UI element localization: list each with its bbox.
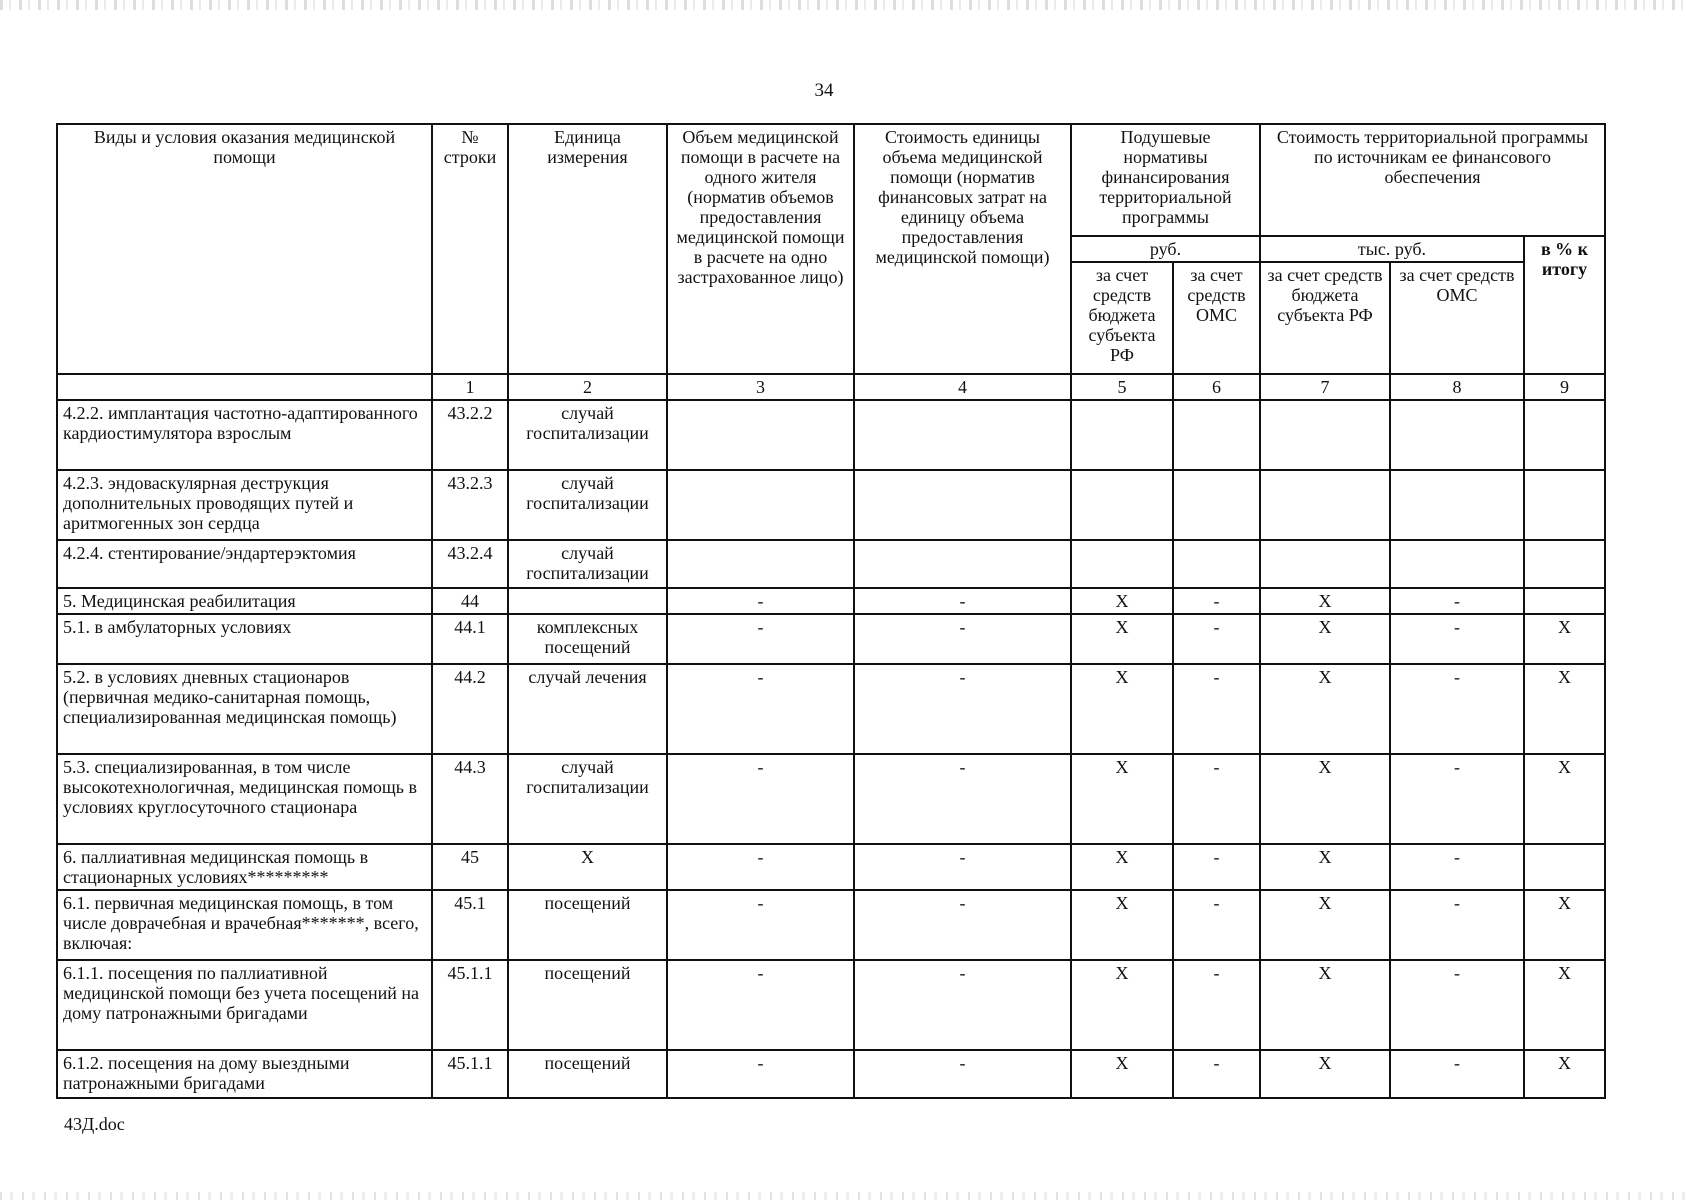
- table-cell: -: [1390, 960, 1524, 1050]
- header-thous-rub: тыс. руб.: [1260, 236, 1524, 262]
- header-volume: Объем медицинской помощи в расчете на одного жителя (норматив объемов предоставления медицинской помощи в расчете на одно застрахованное лицо): [667, 124, 854, 374]
- table-cell: Х: [1524, 754, 1605, 844]
- header-budget-rub: за счет средств бюджета субъекта РФ: [1071, 262, 1173, 374]
- table-cell: Х: [1071, 890, 1173, 960]
- table-cell: Х: [508, 844, 667, 890]
- table-cell: [508, 588, 667, 614]
- header-unit: Единица измерения: [508, 124, 667, 374]
- table-cell: -: [667, 1050, 854, 1098]
- table-cell: -: [667, 588, 854, 614]
- table-cell: 43.2.2: [432, 400, 508, 470]
- table-cell: 44: [432, 588, 508, 614]
- row-label: 4.2.2. имплантация частотно-адаптированного кардиостимулятора взрослым: [57, 400, 432, 470]
- table-cell: -: [667, 614, 854, 664]
- table-cell: Х: [1260, 664, 1390, 754]
- column-number: 6: [1173, 374, 1260, 400]
- column-number: 3: [667, 374, 854, 400]
- header-row-number: № строки: [432, 124, 508, 374]
- table-cell: [1524, 470, 1605, 540]
- table-cell: Х: [1260, 588, 1390, 614]
- table-cell: -: [854, 844, 1071, 890]
- table-cell: Х: [1071, 844, 1173, 890]
- table-cell: -: [1390, 844, 1524, 890]
- table-cell: [1524, 540, 1605, 588]
- table-cell: Х: [1071, 614, 1173, 664]
- page-number: 34: [814, 80, 834, 101]
- table-cell: -: [1173, 614, 1260, 664]
- table-row: [57, 400, 1605, 470]
- header-per-capita: Подушевые нормативы финансирования территориальной программы: [1071, 124, 1260, 236]
- row-label: 5. Медицинская реабилитация: [57, 588, 432, 614]
- table-cell: Х: [1071, 1050, 1173, 1098]
- row-label: 4.2.3. эндоваскулярная деструкция дополнительных проводящих путей и аритмогенных зон сердца: [57, 470, 432, 540]
- table-cell: -: [667, 664, 854, 754]
- table-cell: -: [1173, 754, 1260, 844]
- header-oms-rub: за счет средств ОМС: [1173, 262, 1260, 374]
- table-cell: -: [1173, 890, 1260, 960]
- header-rub: руб.: [1071, 236, 1260, 262]
- table-cell: -: [1173, 588, 1260, 614]
- table-cell: Х: [1071, 960, 1173, 1050]
- table-cell: -: [1390, 1050, 1524, 1098]
- table-cell: Х: [1260, 1050, 1390, 1098]
- table-cell: 45.1: [432, 890, 508, 960]
- table-cell: -: [1173, 1050, 1260, 1098]
- table-cell: [854, 470, 1071, 540]
- table-cell: [667, 400, 854, 470]
- table-row: [57, 1050, 1605, 1098]
- table-cell: комплексных посещений: [508, 614, 667, 664]
- table-cell: -: [854, 614, 1071, 664]
- column-number-row: [57, 374, 1605, 400]
- table-cell: [1260, 470, 1390, 540]
- column-number: 8: [1390, 374, 1524, 400]
- table-cell: -: [1173, 664, 1260, 754]
- row-label: 4.2.4. стентирование/эндартерэктомия: [57, 540, 432, 588]
- table-row: [57, 844, 1605, 890]
- table-cell: -: [1173, 844, 1260, 890]
- table-cell: -: [1173, 960, 1260, 1050]
- table-row: [57, 588, 1605, 614]
- row-label: 6.1. первичная медицинская помощь, в том числе доврачебная и врачебная*******, всего, включая:: [57, 890, 432, 960]
- table-cell: -: [854, 588, 1071, 614]
- row-label: 6.1.2. посещения на дому выездными патронажными бригадами: [57, 1050, 432, 1098]
- table-cell: [1071, 470, 1173, 540]
- table-cell: Х: [1071, 664, 1173, 754]
- table-cell: 44.2: [432, 664, 508, 754]
- table-cell: [1524, 844, 1605, 890]
- table-row: [57, 470, 1605, 540]
- table-cell: Х: [1260, 614, 1390, 664]
- table-cell: -: [1390, 664, 1524, 754]
- table-row: [57, 890, 1605, 960]
- table-cell: [667, 540, 854, 588]
- table-cell: Х: [1524, 960, 1605, 1050]
- column-number: 5: [1071, 374, 1173, 400]
- table-cell: [1260, 400, 1390, 470]
- table-cell: -: [1390, 754, 1524, 844]
- table-cell: 43.2.3: [432, 470, 508, 540]
- table-cell: [1173, 400, 1260, 470]
- table-cell: Х: [1524, 890, 1605, 960]
- table-cell: Х: [1260, 890, 1390, 960]
- table-cell: посещений: [508, 1050, 667, 1098]
- table-cell: Х: [1524, 664, 1605, 754]
- row-label: 5.3. специализированная, в том числе высокотехнологичная, медицинская помощь в условиях круглосуточного стационара: [57, 754, 432, 844]
- header-oms-thous: за счет средств ОМС: [1390, 262, 1524, 374]
- table-cell: -: [1390, 614, 1524, 664]
- row-label: 5.2. в условиях дневных стационаров (первичная медико-санитарная помощь, специализированная медицинская помощь): [57, 664, 432, 754]
- table-cell: [1524, 588, 1605, 614]
- table-cell: случай госпитализации: [508, 540, 667, 588]
- table-cell: -: [1390, 890, 1524, 960]
- header-program-cost: Стоимость территориальной программы по источникам ее финансового обеспечения: [1260, 124, 1605, 236]
- table-cell: 45: [432, 844, 508, 890]
- column-number: 1: [432, 374, 508, 400]
- table-cell: Х: [1071, 754, 1173, 844]
- row-label: 6.1.1. посещения по паллиативной медицинской помощи без учета посещений на дому патронажными бригадами: [57, 960, 432, 1050]
- table-cell: посещений: [508, 890, 667, 960]
- table-cell: 44.1: [432, 614, 508, 664]
- table-cell: случай госпитализации: [508, 754, 667, 844]
- table-cell: -: [667, 890, 854, 960]
- table-cell: [667, 470, 854, 540]
- table-cell: [1390, 540, 1524, 588]
- table-cell: [854, 540, 1071, 588]
- header-unit-cost: Стоимость единицы объема медицинской помощи (норматив финансовых затрат на единицу объема предоставления медицинской помощи): [854, 124, 1071, 374]
- column-number: 9: [1524, 374, 1605, 400]
- table-cell: случай госпитализации: [508, 400, 667, 470]
- column-number: 2: [508, 374, 667, 400]
- table-cell: Х: [1260, 960, 1390, 1050]
- scan-edge-top: [0, 0, 1686, 10]
- table-cell: -: [667, 844, 854, 890]
- table-cell: -: [854, 890, 1071, 960]
- table-cell: -: [854, 960, 1071, 1050]
- table-cell: Х: [1260, 844, 1390, 890]
- table-row: [57, 754, 1605, 844]
- table-cell: Х: [1071, 588, 1173, 614]
- table-row: [57, 540, 1605, 588]
- table-cell: [1173, 470, 1260, 540]
- column-number: 4: [854, 374, 1071, 400]
- table-row: [57, 614, 1605, 664]
- header-types: Виды и условия оказания медицинской помощи: [57, 124, 432, 374]
- table-cell: 45.1.1: [432, 1050, 508, 1098]
- table-cell: посещений: [508, 960, 667, 1050]
- header-percent-total: в % к итогу: [1524, 236, 1605, 374]
- table-cell: -: [1390, 588, 1524, 614]
- table-cell: [1390, 400, 1524, 470]
- table-cell: Х: [1524, 1050, 1605, 1098]
- header-budget-thous: за счет средств бюджета субъекта РФ: [1260, 262, 1390, 374]
- table-row: [57, 960, 1605, 1050]
- table-cell: [1071, 400, 1173, 470]
- table-cell: [854, 400, 1071, 470]
- scan-edge-bottom: [0, 1192, 1686, 1200]
- table-cell: [1390, 470, 1524, 540]
- table-cell: -: [854, 664, 1071, 754]
- column-number: [57, 374, 432, 400]
- table-row: [57, 664, 1605, 754]
- table-cell: Х: [1260, 754, 1390, 844]
- table-cell: -: [854, 754, 1071, 844]
- table-cell: [1524, 400, 1605, 470]
- table-cell: [1260, 540, 1390, 588]
- row-label: 5.1. в амбулаторных условиях: [57, 614, 432, 664]
- column-number: 7: [1260, 374, 1390, 400]
- table-cell: [1071, 540, 1173, 588]
- footer-filename: 43Д.doc: [64, 1114, 125, 1134]
- table-cell: -: [854, 1050, 1071, 1098]
- row-label: 6. паллиативная медицинская помощь в стационарных условиях*********: [57, 844, 432, 890]
- table-cell: [1173, 540, 1260, 588]
- financing-table: [56, 123, 1606, 1099]
- table-cell: Х: [1524, 614, 1605, 664]
- table-cell: 43.2.4: [432, 540, 508, 588]
- table-cell: случай госпитализации: [508, 470, 667, 540]
- table-cell: случай лечения: [508, 664, 667, 754]
- table-cell: -: [667, 960, 854, 1050]
- table-cell: -: [667, 754, 854, 844]
- table-cell: 45.1.1: [432, 960, 508, 1050]
- table-cell: 44.3: [432, 754, 508, 844]
